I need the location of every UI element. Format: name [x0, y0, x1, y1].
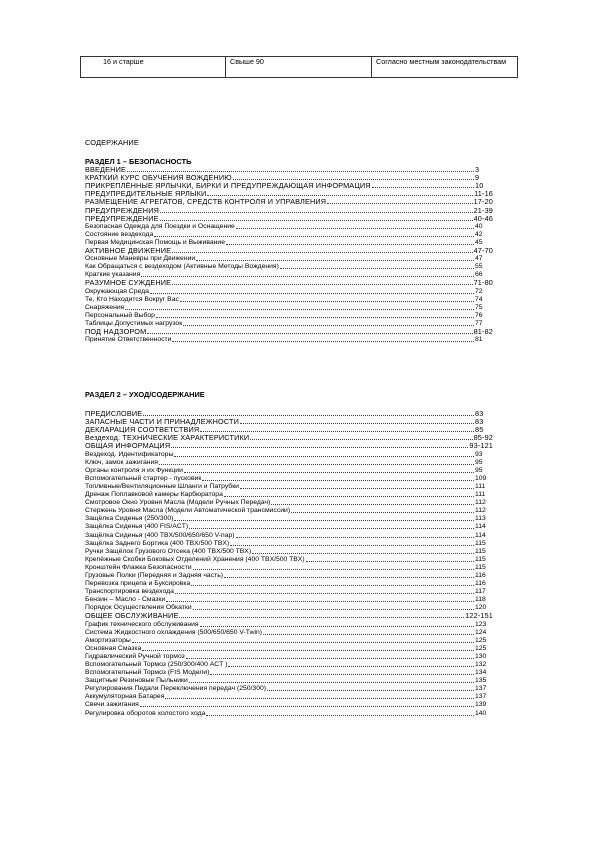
dot-leader: [327, 203, 472, 204]
dot-leader: [174, 456, 474, 457]
dot-leader: [224, 496, 474, 497]
toc-entry[interactable]: [85, 190, 493, 198]
toc-entry-title: ЗАПАСНЫЕ ЧАСТИ И ПРИНАДЛЕЖНОСТИ: [85, 418, 240, 427]
toc-entry[interactable]: [85, 271, 493, 279]
toc-entry-title: Вездеход. ТЕХНИЧЕСКИЕ ХАРАКТЕРИСТИКИ: [85, 434, 250, 443]
toc-entry-title: Порядок Осуществления Обкатки: [85, 604, 192, 612]
toc-entry-page: 47: [475, 255, 483, 263]
toc-entry-page: 3: [475, 166, 480, 175]
dot-leader: [226, 244, 474, 245]
toc-entry[interactable]: [85, 531, 493, 539]
dot-leader: [127, 171, 474, 172]
dot-leader: [143, 415, 474, 416]
toc-entry[interactable]: [85, 223, 493, 231]
note-cell: Согласно местным законодательствам: [372, 57, 518, 78]
toc-entry-title: РАЗМЕЩЕНИЕ АГРЕГАТОВ, СРЕДСТВ КОНТРОЛЯ И УПРАВЛЕНИЯ: [85, 198, 327, 207]
toc-entry-page: 113: [475, 515, 486, 523]
section-2-entries: [85, 410, 493, 718]
toc-entry[interactable]: [85, 604, 493, 612]
dot-leader: [160, 220, 473, 221]
dot-leader: [193, 569, 474, 570]
toc-entry-title: Окружающая Среда: [85, 287, 149, 295]
toc-entry[interactable]: [85, 588, 493, 596]
toc-entry-title: Смотровое Окно Уровня Масла (Модели Ручных Передач): [85, 499, 271, 507]
toc-entry-title: ДЕКЛАРАЦИЯ СООТВЕТСТВИЯ: [85, 426, 200, 435]
dot-leader: [200, 626, 474, 627]
toc-entry-title: Дренаж Поплавковой камеры Карбюратора: [85, 491, 223, 499]
toc-entry[interactable]: [85, 231, 493, 239]
toc-entry[interactable]: [85, 296, 493, 304]
dot-leader: [193, 609, 474, 610]
dot-leader: [172, 284, 472, 285]
toc-entry-page: 66: [475, 271, 483, 279]
toc-entry-title: Таблицы Допустимых нагрузок: [85, 319, 183, 327]
toc-heading: СОДЕРЖАНИЕ: [85, 138, 139, 147]
toc-entry-title: Ручки Защёлок Грузового Отсека (400 TBX/500 TBX): [85, 547, 252, 555]
toc-entry-title: Транспортировка вездехода: [85, 588, 174, 596]
toc-entry-page: 95: [475, 458, 483, 466]
toc-entry[interactable]: [85, 312, 493, 320]
toc-entry-title: ПРИКРЕПЛЁННЫЕ ЯРЛЫЧКИ, БИРКИ И ПРЕДУПРЕЖДАЮЩАЯ ИНФОРМАЦИЯ: [85, 182, 371, 191]
toc-entry[interactable]: [85, 483, 493, 491]
toc-entry[interactable]: [85, 564, 493, 572]
toc-entry-page: 122-151: [465, 612, 493, 621]
dot-leader: [180, 301, 474, 302]
toc-entry-title: КРАТКИЙ КУРС ОБУЧЕНИЯ ВОЖДЕНИЮ: [85, 174, 232, 183]
dot-leader: [191, 585, 474, 586]
toc-entry-page: 125: [475, 636, 487, 644]
dot-leader: [263, 634, 474, 635]
dot-leader: [172, 252, 472, 253]
dot-leader: [196, 260, 474, 261]
toc-entry-title: ОБЩЕЕ ОБСЛУЖИВАНИЕ: [85, 612, 179, 621]
toc-entry-page: 17-20: [473, 198, 493, 207]
toc-entry[interactable]: [85, 491, 493, 499]
toc-entry-page: 112: [475, 499, 486, 507]
toc-entry-title: Краткие указания: [85, 271, 141, 279]
toc-entry-page: 111: [475, 482, 486, 490]
toc-entry-page: 40-46: [473, 214, 493, 223]
toc-entry-title: График технического обслуживания: [85, 620, 199, 628]
toc-entry[interactable]: [85, 629, 493, 637]
toc-entry-title: Стержень Уровня Масла (Модели Автоматической трансмиссии): [85, 507, 291, 515]
toc-entry-page: 45: [475, 238, 483, 246]
dot-leader: [141, 276, 474, 277]
section-2-title: РАЗДЕЛ 2 – УХОД/СОДЕРЖАНИЕ: [85, 390, 205, 399]
dot-leader: [140, 706, 474, 707]
toc-entry[interactable]: [85, 426, 493, 434]
toc-entry-page: 114: [475, 531, 486, 539]
toc-entry-page: 93-121: [469, 442, 493, 451]
toc-entry[interactable]: [85, 239, 493, 247]
toc-entry[interactable]: [85, 336, 493, 344]
dot-leader: [174, 520, 474, 521]
toc-entry-page: 85: [475, 426, 484, 435]
toc-entry-title: Ключ, замок зажигания: [85, 458, 158, 466]
toc-entry-page: 85-92: [473, 434, 493, 443]
dot-leader: [372, 187, 474, 188]
toc-entry-title: ПРЕДУПРЕЖДЕНИЕ: [85, 214, 159, 223]
toc-entry[interactable]: [85, 304, 493, 312]
dot-leader: [280, 268, 474, 269]
toc-entry-page: 21-39: [473, 206, 493, 215]
toc-entry[interactable]: [85, 556, 493, 564]
dot-leader: [250, 439, 472, 440]
toc-entry[interactable]: [85, 215, 493, 223]
toc-entry-page: 137: [475, 693, 487, 701]
dot-leader: [125, 309, 474, 310]
toc-entry[interactable]: [85, 499, 493, 507]
toc-entry[interactable]: [85, 255, 493, 263]
toc-entry[interactable]: [85, 620, 493, 628]
toc-entry[interactable]: [85, 182, 493, 190]
toc-entry-title: Снаряжение: [85, 303, 125, 311]
toc-entry[interactable]: [85, 580, 493, 588]
toc-entry-title: Гидравлический Ручной тормоз: [85, 652, 185, 660]
toc-entry-title: Персональный Выбор: [85, 311, 155, 319]
toc-entry[interactable]: [85, 709, 493, 717]
toc-entry-page: 114: [475, 523, 486, 531]
toc-entry-page: 137: [475, 685, 487, 693]
toc-entry[interactable]: [85, 450, 493, 458]
toc-entry[interactable]: [85, 320, 493, 328]
toc-entry[interactable]: [85, 548, 493, 556]
dot-leader: [142, 650, 474, 651]
toc-entry-page: 74: [475, 295, 483, 303]
toc-entry-title: Основная Смазка: [85, 644, 142, 652]
toc-entry-title: Защёлка Сиденья (400 TBX/500/650/650 V-пар): [85, 531, 235, 539]
toc-entry-title: АКТИВНОЕ ДВИЖЕНИЕ: [85, 246, 172, 256]
dot-leader: [172, 341, 474, 342]
toc-entry-title: Вспомогательный Тормоз (250/300/400 ACT ): [85, 661, 228, 668]
dot-leader: [165, 698, 474, 699]
toc-entry-title: Защёлка Заднего Бортика (400 TBX/500 TBX): [85, 539, 230, 547]
toc-entry-title: Как Обращаться с вездеходом (Активные Методы Вождения): [85, 263, 279, 271]
dot-leader: [132, 642, 474, 643]
toc-entry-page: 40: [475, 222, 483, 230]
dot-leader: [230, 545, 474, 546]
toc-entry-title: Защёлка Сиденья (400 FIS/ACT): [85, 523, 189, 531]
toc-entry-title: Регулировка оборотов холостого хода: [85, 709, 206, 717]
toc-entry-page: 109: [475, 474, 487, 482]
toc-entry-title: РАЗУМНОЕ СУЖДЕНИЕ: [85, 279, 172, 288]
toc-entry[interactable]: [85, 637, 493, 645]
toc-entry-title: Первая Медицинская Помощь и Выживание: [85, 238, 226, 246]
toc-entry[interactable]: [85, 693, 493, 701]
toc-entry-page: 115: [475, 539, 486, 547]
toc-entry-title: Грузовые Полки (Передняя и Задняя часть): [85, 571, 224, 579]
toc-entry-title: Вездеход. Идентификаторы: [85, 450, 174, 458]
toc-entry[interactable]: [85, 653, 493, 661]
toc-entry-page: 42: [475, 230, 483, 238]
toc-entry-title: ОБЩАЯ ИНФОРМАЦИЯ: [85, 442, 171, 451]
toc-entry-title: Защитные Резиновые Пыльники: [85, 677, 188, 685]
dot-leader: [236, 228, 474, 229]
dot-leader: [160, 212, 473, 213]
dot-leader: [306, 561, 474, 562]
toc-entry-page: 134: [475, 669, 487, 677]
toc-entry[interactable]: [85, 328, 493, 336]
dot-leader: [252, 553, 474, 554]
dot-leader: [206, 715, 474, 716]
dot-leader: [154, 236, 474, 237]
dot-leader: [159, 464, 474, 465]
toc-entry-title: Перевозка прицепа и Буксировка: [85, 580, 191, 588]
age-speed-table-body: [81, 57, 518, 78]
toc-entry-page: 75: [475, 303, 483, 311]
toc-entry[interactable]: [85, 515, 493, 523]
toc-entry[interactable]: [85, 540, 493, 548]
toc-entry[interactable]: [85, 523, 493, 531]
toc-entry[interactable]: [85, 434, 493, 442]
toc-entry[interactable]: [85, 701, 493, 709]
dot-leader: [210, 674, 474, 675]
toc-entry[interactable]: [85, 279, 493, 287]
toc-entry-page: 83: [475, 418, 484, 427]
toc-entry-page: 115: [475, 547, 486, 555]
toc-entry[interactable]: [85, 418, 493, 426]
speed-cell: Свыше 90: [226, 57, 372, 78]
toc-entry-title: Бензин – Масло - Смазки: [85, 596, 166, 604]
toc-entry-title: Аккумуляторная Батарея: [85, 693, 165, 701]
section-1-entries: [85, 166, 493, 344]
toc-entry-title: Те, Кто Находится Вокруг Вас: [85, 295, 179, 303]
dot-leader: [291, 512, 474, 513]
toc-entry-page: 130: [475, 652, 487, 660]
dot-leader: [267, 690, 474, 691]
toc-entry[interactable]: [85, 410, 493, 418]
dot-leader: [171, 447, 468, 448]
toc-entry[interactable]: [85, 166, 493, 174]
toc-entry-title: ПОД НАДЗОРОМ: [85, 327, 147, 336]
toc-entry-page: 47-70: [473, 246, 493, 256]
toc-entry-page: 118: [475, 596, 486, 604]
toc-entry-page: 115: [475, 555, 486, 563]
dot-leader: [233, 179, 474, 180]
dot-leader: [147, 333, 472, 334]
dot-leader: [202, 480, 474, 481]
toc-entry-title: Регулирования Педали Переключения передач (250/300): [85, 685, 267, 693]
section-1-title: РАЗДЕЛ 1 – БЕЗОПАСНОСТЬ: [85, 157, 192, 166]
toc-entry-page: 77: [475, 319, 483, 327]
toc-entry[interactable]: [85, 507, 493, 515]
toc-entry[interactable]: [85, 263, 493, 271]
toc-entry[interactable]: [85, 442, 493, 450]
age-speed-table: [80, 56, 518, 78]
toc-entry[interactable]: [85, 198, 493, 206]
dot-leader: [150, 293, 474, 294]
dot-leader: [189, 682, 474, 683]
toc-entry-page: 112: [475, 507, 486, 515]
toc-entry[interactable]: [85, 661, 493, 669]
toc-entry-page: 116: [475, 580, 486, 588]
dot-leader: [186, 658, 474, 659]
toc-entry[interactable]: [85, 645, 493, 653]
toc-entry-page: 139: [475, 701, 487, 709]
toc-entry-page: 11-16: [474, 190, 493, 199]
toc-entry-page: 123: [475, 620, 487, 628]
toc-entry-title: Крепёжные Скобки Боковых Отделений Хранения (400 TBX/500 TBX): [85, 555, 305, 563]
toc-entry-page: 120: [475, 604, 487, 612]
dot-leader: [175, 593, 474, 594]
toc-entry-page: 111: [475, 491, 486, 499]
toc-entry-title: Амортизаторы: [85, 636, 131, 644]
dot-leader: [271, 504, 474, 505]
toc-entry[interactable]: [85, 685, 493, 693]
toc-entry-title: Кронштейн Флажка Безопасности: [85, 563, 192, 571]
toc-entry[interactable]: [85, 612, 493, 620]
dot-leader: [224, 577, 474, 578]
dot-leader: [228, 666, 474, 667]
toc-entry-page: 125: [475, 644, 487, 652]
toc-entry-page: 115: [475, 563, 486, 571]
dot-leader: [156, 317, 474, 318]
toc-entry-page: 9: [475, 174, 480, 183]
toc-entry-title: ПРЕДИСЛОВИЕ: [85, 410, 143, 419]
toc-entry-page: 132: [475, 661, 487, 668]
toc-entry-page: 10: [475, 182, 484, 191]
toc-entry-page: 124: [475, 628, 487, 636]
toc-entry-title: Вспомогательный стартер - пусковик: [85, 474, 202, 482]
toc-entry-page: 135: [475, 677, 487, 685]
toc-entry-page: 116: [475, 571, 486, 579]
toc-entry[interactable]: [85, 174, 493, 182]
dot-leader: [207, 195, 473, 196]
toc-entry-page: 81-82: [473, 327, 493, 336]
toc-entry[interactable]: [85, 459, 493, 467]
toc-entry-page: 55: [475, 263, 483, 271]
toc-entry-title: Топливные/Вентиляционные Шланги и Патрубки: [85, 482, 239, 490]
toc-entry[interactable]: [85, 475, 493, 483]
toc-entry-title: Безопасная Одежда для Поездки и Оснащение: [85, 222, 235, 230]
toc-entry[interactable]: [85, 596, 493, 604]
toc-entry-page: 83: [475, 410, 484, 419]
toc-entry-title: Органы контроля и их Функции: [85, 466, 183, 474]
toc-entry-title: ВВЕДЕНИЕ: [85, 166, 126, 175]
dot-leader: [166, 601, 474, 602]
toc-entry-title: Защёлка Сиденья (250/300): [85, 515, 174, 523]
toc-entry-title: ПРЕДУПРЕДИТЕЛЬНЫЕ ЯРЛЫКИ: [85, 190, 207, 199]
age-cell: 16 и старше: [81, 57, 226, 78]
toc-entry[interactable]: [85, 677, 493, 685]
toc-entry-title: Система Жидкостного охлаждения (500/650/650 V-Twin): [85, 628, 263, 636]
toc-entry[interactable]: [85, 467, 493, 475]
dot-leader: [183, 325, 474, 326]
toc-entry-title: Основные Маневры при Движении: [85, 255, 196, 263]
table-row: [81, 57, 518, 78]
toc-entry-title: Состояние вездехода: [85, 230, 154, 238]
toc-entry-page: 76: [475, 311, 483, 319]
toc-entry-title: Свечи зажигания: [85, 701, 139, 709]
dot-leader: [189, 528, 474, 529]
toc-entry-page: 72: [475, 287, 483, 295]
toc-entry-page: 71-80: [473, 279, 493, 288]
dot-leader: [236, 537, 474, 538]
toc-entry-page: 93: [475, 450, 483, 458]
toc-entry-title: Принятие Ответственности: [85, 336, 172, 344]
toc-entry-title: ПРЕДУПРЕЖДЕНИЯ: [85, 206, 160, 215]
toc-entry-page: 95: [475, 466, 483, 474]
toc-entry[interactable]: [85, 206, 493, 214]
toc-entry-page: 81: [475, 336, 483, 344]
toc-entry-page: 140: [475, 709, 487, 717]
dot-leader: [200, 431, 474, 432]
dot-leader: [184, 472, 474, 473]
toc-entry[interactable]: [85, 287, 493, 295]
toc-entry[interactable]: [85, 247, 493, 255]
toc-entry-title: Вспомогательный Тормоз (FIS Модели): [85, 669, 210, 677]
dot-leader: [179, 617, 464, 618]
dot-leader: [240, 423, 474, 424]
toc-entry-page: 117: [475, 588, 486, 596]
toc-entry[interactable]: [85, 669, 493, 677]
dot-leader: [240, 488, 474, 489]
toc-entry[interactable]: [85, 572, 493, 580]
